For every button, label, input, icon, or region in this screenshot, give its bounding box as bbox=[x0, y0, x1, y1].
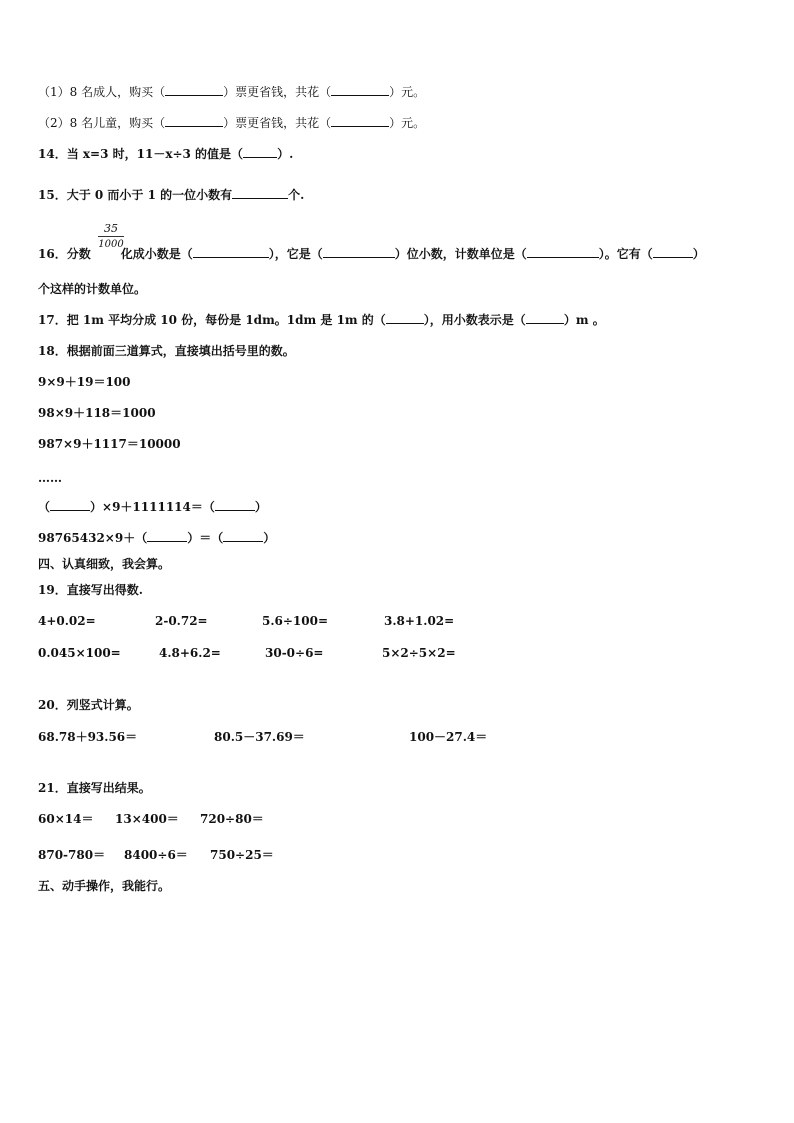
answer-blank[interactable] bbox=[165, 115, 223, 127]
q21-r2-item-2: 8400÷6＝ bbox=[124, 848, 188, 862]
answer-blank[interactable] bbox=[527, 246, 599, 258]
q19-r2-item-3: 30-0÷6= bbox=[265, 646, 324, 660]
q16-text-a: 16．分数 bbox=[38, 247, 91, 261]
answer-blank[interactable] bbox=[653, 246, 693, 258]
answer-blank[interactable] bbox=[323, 246, 395, 258]
q19-r2-item-4: 5×2÷5×2= bbox=[382, 646, 456, 660]
fraction-numerator: 35 bbox=[104, 222, 118, 235]
q19-r1-item-4: 3.8+1.02= bbox=[384, 614, 455, 628]
eq5-text-c: ） bbox=[263, 531, 276, 545]
answer-blank[interactable] bbox=[526, 312, 564, 324]
answer-blank[interactable] bbox=[165, 84, 223, 96]
q21-r2-item-3: 750÷25＝ bbox=[210, 848, 274, 862]
question-16 bbox=[38, 246, 705, 262]
fraction-bar bbox=[98, 236, 124, 237]
equation-5 bbox=[38, 530, 275, 546]
equation-3: 987×9＋1117＝10000 bbox=[38, 437, 181, 451]
question-13-part-2 bbox=[38, 115, 425, 131]
q16-text-b: 化成小数是（ bbox=[120, 247, 193, 261]
q20-item-3: 100－27.4＝ bbox=[409, 730, 488, 744]
q17-text-a: 17．把 1m 平均分成 10 份，每份是 1dm。1dm 是 1m 的（ bbox=[38, 313, 386, 327]
q15-text-a: 15．大于 0 而小于 1 的一位小数有 bbox=[38, 188, 233, 202]
question-13-part-1 bbox=[38, 84, 425, 100]
q19-r2-item-2: 4.8+6.2= bbox=[159, 646, 221, 660]
answer-blank[interactable] bbox=[243, 146, 277, 158]
question-21-title: 21．直接写出结果。 bbox=[38, 781, 151, 795]
q20-item-1: 68.78＋93.56＝ bbox=[38, 730, 138, 744]
answer-blank[interactable] bbox=[193, 246, 269, 258]
eq4-text-c: ） bbox=[254, 500, 267, 514]
q13-p2-text-b: ）票更省钱，共花（ bbox=[223, 116, 332, 130]
section-4-heading: 四、认真细致，我会算。 bbox=[38, 557, 171, 571]
answer-blank[interactable] bbox=[147, 530, 187, 542]
question-14 bbox=[38, 146, 293, 162]
q19-r2-item-1: 0.045×100= bbox=[38, 646, 121, 660]
q13-p1-text-c: ）元。 bbox=[389, 85, 426, 99]
equation-1: 9×9＋19＝100 bbox=[38, 375, 131, 389]
eq4-text-a: （ bbox=[38, 500, 51, 514]
equation-2: 98×9＋118＝1000 bbox=[38, 406, 156, 420]
q13-p1-text-a: （1）8 名成人，购买（ bbox=[38, 85, 166, 99]
q13-p2-text-c: ）元。 bbox=[389, 116, 426, 130]
answer-blank[interactable] bbox=[50, 499, 90, 511]
answer-blank[interactable] bbox=[331, 115, 389, 127]
question-20-title: 20．列竖式计算。 bbox=[38, 698, 139, 712]
q17-text-c: ）m 。 bbox=[563, 313, 605, 327]
q21-r1-item-1: 60×14＝ bbox=[38, 812, 94, 826]
question-16-line-2: 个这样的计数单位。 bbox=[38, 282, 147, 296]
q13-p2-text-a: （2）8 名儿童，购买（ bbox=[38, 116, 166, 130]
question-19-title: 19．直接写出得数. bbox=[38, 583, 143, 597]
q15-text-b: 个. bbox=[288, 188, 305, 202]
q17-text-b: ），用小数表示是（ bbox=[423, 313, 526, 327]
q20-item-2: 80.5－37.69＝ bbox=[214, 730, 305, 744]
q16-text-d: ）位小数，计数单位是（ bbox=[394, 247, 527, 261]
equation-4 bbox=[38, 499, 267, 515]
q21-r1-item-3: 720÷80＝ bbox=[200, 812, 264, 826]
q16-text-e: ）。它有（ bbox=[598, 247, 653, 261]
q19-r1-item-3: 5.6÷100= bbox=[262, 614, 329, 628]
q14-text-a: 14．当 x=3 时，11－x÷3 的值是（ bbox=[38, 147, 244, 161]
q21-r1-item-2: 13×400＝ bbox=[115, 812, 179, 826]
q16-text-c: ），它是（ bbox=[268, 247, 323, 261]
section-5-heading: 五、动手操作，我能行。 bbox=[38, 879, 171, 893]
answer-blank[interactable] bbox=[232, 187, 288, 199]
eq4-text-b: ）×9＋1111114＝（ bbox=[90, 500, 215, 514]
q14-text-b: ）. bbox=[277, 147, 294, 161]
answer-blank[interactable] bbox=[386, 312, 424, 324]
answer-blank[interactable] bbox=[223, 530, 263, 542]
fraction-denominator: 1000 bbox=[98, 239, 124, 250]
q19-r1-item-1: 4+0.02= bbox=[38, 614, 96, 628]
question-15 bbox=[38, 187, 304, 203]
eq5-text-b: ）＝（ bbox=[187, 531, 224, 545]
q16-text-f: ） bbox=[692, 247, 705, 261]
eq5-text-a: 98765432×9＋（ bbox=[38, 531, 148, 545]
question-18-title: 18．根据前面三道算式，直接填出括号里的数。 bbox=[38, 344, 295, 358]
answer-blank[interactable] bbox=[331, 84, 389, 96]
question-17 bbox=[38, 312, 605, 328]
q21-r2-item-1: 870-780＝ bbox=[38, 848, 106, 862]
q13-p1-text-b: ）票更省钱，共花（ bbox=[223, 85, 332, 99]
answer-blank[interactable] bbox=[215, 499, 255, 511]
q19-r1-item-2: 2-0.72= bbox=[155, 614, 208, 628]
ellipsis: …… bbox=[38, 471, 62, 485]
